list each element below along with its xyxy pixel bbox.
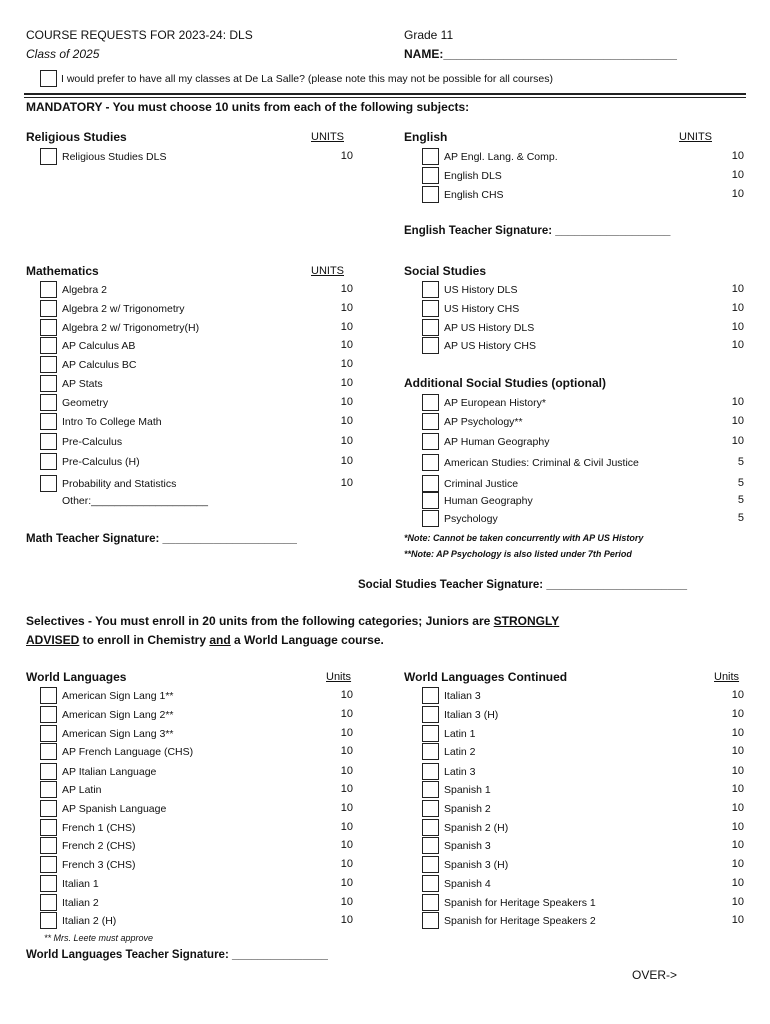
world-lang-cont-course-units: 10 [731, 839, 744, 851]
world-lang-cont-course-checkbox[interactable] [422, 706, 439, 723]
social-course-units: 10 [731, 302, 744, 314]
english-course-label: AP Engl. Lang. & Comp. [444, 151, 558, 163]
world-lang-cont-course-label: Spanish for Heritage Speakers 1 [444, 897, 596, 909]
math-course-units: 10 [340, 358, 353, 370]
math-course-units: 10 [340, 415, 353, 427]
social-course-label: US History DLS [444, 284, 518, 296]
world-lang-cont-course-label: Spanish 2 [444, 803, 491, 815]
math-units-header: UNITS [311, 265, 344, 277]
world-lang-course-units: 10 [340, 727, 353, 739]
world-lang-cont-course-checkbox[interactable] [422, 725, 439, 742]
math-course-checkbox[interactable] [40, 281, 57, 298]
world-lang-cont-course-label: Italian 3 (H) [444, 709, 499, 721]
world-lang-cont-course-checkbox[interactable] [422, 687, 439, 704]
math-course-units: 10 [340, 435, 353, 447]
world-lang-cont-course-units: 10 [731, 745, 744, 757]
world-lang-course-checkbox[interactable] [40, 687, 57, 704]
additional-social-course-units: 5 [737, 512, 744, 524]
english-signature[interactable]: English Teacher Signature: __________________ [404, 225, 671, 237]
english-course-checkbox[interactable] [422, 167, 439, 184]
world-lang-cont-course-checkbox[interactable] [422, 743, 439, 760]
world-lang-course-checkbox[interactable] [40, 819, 57, 836]
math-course-checkbox[interactable] [40, 413, 57, 430]
math-course-label: Geometry [62, 397, 109, 409]
header-divider [24, 93, 746, 95]
english-title: English [404, 130, 448, 144]
world-lang-course-label: AP Spanish Language [62, 803, 167, 815]
world-lang-cont-course-checkbox[interactable] [422, 781, 439, 798]
math-course-checkbox[interactable] [40, 433, 57, 450]
world-lang-cont-title: World Languages Continued [404, 670, 568, 684]
world-lang-cont-units-header: Units [714, 671, 740, 683]
social-note-1: *Note: Cannot be taken concurrently with AP US History [404, 533, 644, 543]
world-lang-course-checkbox[interactable] [40, 875, 57, 892]
world-lang-cont-course-checkbox[interactable] [422, 800, 439, 817]
world-lang-course-units: 10 [340, 689, 353, 701]
world-lang-course-checkbox[interactable] [40, 800, 57, 817]
world-lang-course-units: 10 [340, 914, 353, 926]
world-lang-cont-course-units: 10 [731, 708, 744, 720]
world-lang-course-checkbox[interactable] [40, 725, 57, 742]
social-course-units: 10 [731, 339, 744, 351]
name-field[interactable]: NAME:___________________________________ [404, 47, 677, 61]
additional-social-course-units: 10 [731, 415, 744, 427]
additional-social-course-checkbox[interactable] [422, 454, 439, 471]
english-course-units: 10 [731, 150, 744, 162]
form-title: COURSE REQUESTS FOR 2023-24: DLS [26, 28, 253, 42]
world-lang-cont-course-units: 10 [731, 914, 744, 926]
religious-units-header: UNITS [311, 131, 344, 143]
additional-social-course-units: 5 [737, 477, 744, 489]
math-course-checkbox[interactable] [40, 453, 57, 470]
world-lang-cont-course-checkbox[interactable] [422, 875, 439, 892]
math-course-units: 10 [340, 283, 353, 295]
math-course-label: Algebra 2 w/ Trigonometry [62, 303, 185, 315]
class-of: Class of 2025 [26, 47, 100, 61]
world-lang-course-checkbox[interactable] [40, 706, 57, 723]
world-lang-course-checkbox[interactable] [40, 856, 57, 873]
world-lang-course-units: 10 [340, 821, 353, 833]
world-lang-cont-course-label: Latin 1 [444, 728, 476, 740]
math-course-checkbox[interactable] [40, 356, 57, 373]
world-lang-course-checkbox[interactable] [40, 894, 57, 911]
additional-social-course-label: Human Geography [444, 495, 533, 507]
social-course-units: 10 [731, 283, 744, 295]
world-lang-cont-course-units: 10 [731, 877, 744, 889]
additional-social-course-checkbox[interactable] [422, 510, 439, 527]
world-lang-course-checkbox[interactable] [40, 743, 57, 760]
world-lang-course-units: 10 [340, 896, 353, 908]
additional-social-course-label: American Studies: Criminal & Civil Justice [444, 457, 639, 469]
math-title: Mathematics [26, 264, 99, 278]
additional-social-course-checkbox[interactable] [422, 433, 439, 450]
additional-social-course-label: AP Psychology** [444, 416, 523, 428]
world-lang-course-checkbox[interactable] [40, 763, 57, 780]
additional-social-course-checkbox[interactable] [422, 413, 439, 430]
world-lang-course-units: 10 [340, 765, 353, 777]
math-course-units: 10 [340, 321, 353, 333]
header-divider-thin [24, 97, 746, 98]
math-course-label: Intro To College Math [62, 416, 162, 428]
world-lang-cont-course-label: Italian 3 [444, 690, 481, 702]
social-course-checkbox[interactable] [422, 337, 439, 354]
additional-social-course-units: 5 [737, 456, 744, 468]
english-course-label: English CHS [444, 189, 504, 201]
world-lang-cont-course-label: Latin 3 [444, 766, 476, 778]
additional-social-course-label: Psychology [444, 513, 498, 525]
additional-social-course-checkbox[interactable] [422, 475, 439, 492]
social-course-checkbox[interactable] [422, 300, 439, 317]
math-course-units: 10 [340, 339, 353, 351]
math-course-label: Algebra 2 [62, 284, 107, 296]
math-course-checkbox[interactable] [40, 319, 57, 336]
world-lang-course-label: French 3 (CHS) [62, 859, 136, 871]
world-lang-cont-course-label: Latin 2 [444, 746, 476, 758]
world-lang-cont-course-units: 10 [731, 689, 744, 701]
additional-social-course-checkbox[interactable] [422, 492, 439, 509]
world-lang-cont-course-units: 10 [731, 727, 744, 739]
additional-social-course-checkbox[interactable] [422, 394, 439, 411]
additional-social-course-units: 10 [731, 396, 744, 408]
chemistry-text: to enroll in Chemistry [79, 633, 210, 647]
math-course-checkbox[interactable] [40, 475, 57, 492]
grade-label: Grade 11 [404, 28, 454, 42]
over-indicator: OVER-> [632, 968, 678, 982]
dls-preference-checkbox[interactable] [40, 70, 57, 87]
social-course-checkbox[interactable] [422, 319, 439, 336]
social-course-checkbox[interactable] [422, 281, 439, 298]
english-course-checkbox[interactable] [422, 186, 439, 203]
world-lang-cont-course-checkbox[interactable] [422, 819, 439, 836]
additional-social-course-label: AP European History* [444, 397, 546, 409]
math-course-label: Algebra 2 w/ Trigonometry(H) [62, 322, 200, 334]
math-course-label: AP Stats [62, 378, 103, 390]
world-lang-signature[interactable]: World Languages Teacher Signature: _______________ [26, 949, 328, 961]
world-lang-course-label: Italian 1 [62, 878, 99, 890]
math-signature[interactable]: Math Teacher Signature: _____________________ [26, 533, 297, 545]
world-lang-cont-course-units: 10 [731, 783, 744, 795]
additional-social-course-label: Criminal Justice [444, 478, 519, 490]
social-course-label: AP US History DLS [444, 322, 535, 334]
world-lang-cont-course-label: Spanish 3 [444, 840, 491, 852]
world-lang-course-label: American Sign Lang 2** [62, 709, 174, 721]
social-course-units: 10 [731, 321, 744, 333]
world-lang-cont-course-label: Spanish 2 (H) [444, 822, 509, 834]
additional-social-title: Additional Social Studies (optional) [404, 376, 607, 390]
math-course-label: Pre-Calculus (H) [62, 456, 140, 468]
world-lang-course-units: 10 [340, 783, 353, 795]
world-lang-course-units: 10 [340, 877, 353, 889]
world-lang-cont-course-checkbox[interactable] [422, 894, 439, 911]
world-lang-cont-course-label: Spanish 1 [444, 784, 491, 796]
world-lang-course-checkbox[interactable] [40, 912, 57, 929]
world-lang-cont-course-units: 10 [731, 802, 744, 814]
social-course-label: US History CHS [444, 303, 520, 315]
world-lang-cont-course-label: Spanish 4 [444, 878, 491, 890]
world-lang-cont-course-checkbox[interactable] [422, 763, 439, 780]
world-lang-cont-course-label: Spanish 3 (H) [444, 859, 509, 871]
world-lang-course-label: American Sign Lang 3** [62, 728, 174, 740]
world-lang-course-units: 10 [340, 708, 353, 720]
strongly-text: STRONGLY [493, 614, 560, 628]
additional-social-course-units: 10 [731, 435, 744, 447]
world-lang-course-label: Italian 2 [62, 897, 99, 909]
english-course-label: English DLS [444, 170, 502, 182]
math-course-units: 10 [340, 302, 353, 314]
world-lang-course-label: AP Italian Language [62, 766, 157, 778]
world-lang-title: World Languages [26, 670, 127, 684]
math-course-label: AP Calculus BC [62, 359, 137, 371]
world-lang-course-units: 10 [340, 802, 353, 814]
social-note-2: **Note: AP Psychology is also listed under 7th Period [404, 549, 632, 559]
world-lang-course-label: French 2 (CHS) [62, 840, 136, 852]
world-lang-course-units: 10 [340, 745, 353, 757]
world-lang-note: ** Mrs. Leete must approve [44, 933, 154, 943]
world-lang-course-label: AP French Language (CHS) [62, 746, 194, 758]
world-lang-units-header: Units [326, 671, 352, 683]
social-course-label: AP US History CHS [444, 340, 536, 352]
additional-social-course-label: AP Human Geography [444, 436, 550, 448]
religious-course-checkbox[interactable] [40, 148, 57, 165]
mandatory-heading: MANDATORY - You must choose 10 units from each of the following subjects: [26, 100, 470, 114]
math-course-label: Pre-Calculus [62, 436, 123, 448]
math-course-checkbox[interactable] [40, 394, 57, 411]
math-course-label: AP Calculus AB [62, 340, 136, 352]
world-lang-cont-course-units: 10 [731, 821, 744, 833]
math-course-units: 10 [340, 455, 353, 467]
world-lang-course-checkbox[interactable] [40, 781, 57, 798]
world-lang-course-units: 10 [340, 858, 353, 870]
world-lang-course-label: American Sign Lang 1** [62, 690, 174, 702]
world-lang-cont-course-units: 10 [731, 896, 744, 908]
world-lang-course-label: Italian 2 (H) [62, 915, 117, 927]
world-lang-course-label: AP Latin [62, 784, 102, 796]
math-course-units: 10 [340, 396, 353, 408]
world-lang-cont-course-checkbox[interactable] [422, 856, 439, 873]
world-lang-cont-course-checkbox[interactable] [422, 837, 439, 854]
world-lang-course-units: 10 [340, 839, 353, 851]
math-course-units: 10 [340, 477, 353, 489]
advised-text: ADVISED [26, 633, 80, 647]
religious-course-label: Religious Studies DLS [62, 151, 167, 163]
religious-course-units: 10 [340, 150, 353, 162]
world-language-text: a World Language course. [230, 633, 384, 647]
world-lang-course-checkbox[interactable] [40, 837, 57, 854]
world-lang-cont-course-label: Spanish for Heritage Speakers 2 [444, 915, 596, 927]
world-lang-cont-course-units: 10 [731, 858, 744, 870]
math-course-units: 10 [340, 377, 353, 389]
world-lang-cont-course-checkbox[interactable] [422, 912, 439, 929]
math-other-field[interactable]: Other:____________________ [62, 495, 208, 507]
dls-preference-label: I would prefer to have all my classes at De La Salle? (please note this may not be possible for all courses) [61, 73, 553, 85]
world-lang-cont-course-units: 10 [731, 765, 744, 777]
math-course-checkbox[interactable] [40, 337, 57, 354]
and-text: and [209, 633, 231, 647]
selectives-line-2 [26, 633, 384, 647]
math-course-checkbox[interactable] [40, 300, 57, 317]
english-course-units: 10 [731, 169, 744, 181]
selectives-line-1 [26, 614, 559, 628]
social-signature[interactable]: Social Studies Teacher Signature: ______________________ [358, 579, 688, 591]
english-course-checkbox[interactable] [422, 148, 439, 165]
english-units-header: UNITS [679, 131, 712, 143]
selectives-text: Selectives - You must enroll in 20 units from the following categories; Juniors are [26, 614, 494, 628]
math-course-checkbox[interactable] [40, 375, 57, 392]
english-course-units: 10 [731, 188, 744, 200]
additional-social-course-units: 5 [737, 494, 744, 506]
world-lang-course-label: French 1 (CHS) [62, 822, 136, 834]
religious-title: Religious Studies [26, 130, 127, 144]
math-course-label: Probability and Statistics [62, 478, 177, 490]
social-title: Social Studies [404, 264, 487, 278]
